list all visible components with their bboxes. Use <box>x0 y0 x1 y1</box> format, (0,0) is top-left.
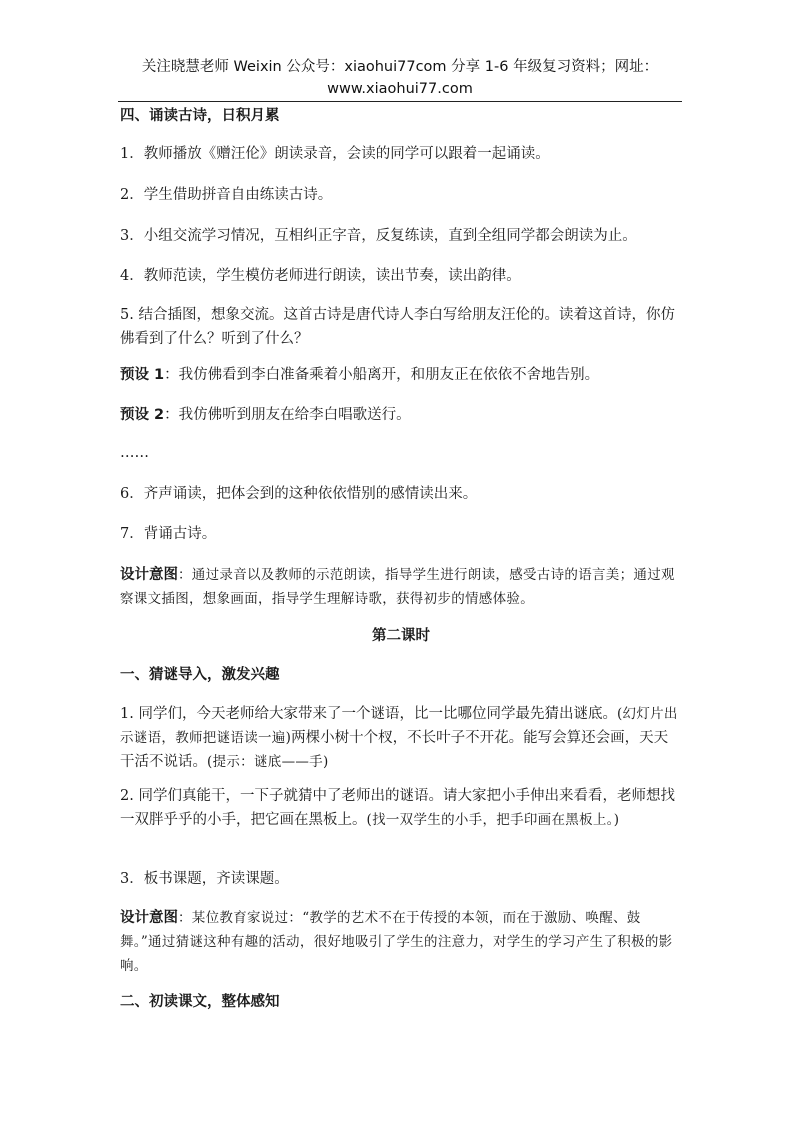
preset-1-text: ：我仿佛看到李白准备乘着小船离开，和朋友正在依依不舍地告别。 <box>164 367 600 383</box>
preset-2-text: ：我仿佛听到朋友在给李白唱歌送行。 <box>164 407 411 423</box>
page-header <box>118 56 682 100</box>
section-heading-1: 一、猜谜导入，激发兴趣 <box>120 667 280 683</box>
paragraph-item-6: 6．齐声诵读，把体会到的这种依依惜别的感情读出来。 <box>120 486 478 502</box>
riddle-hint: (提示：谜底——手) <box>207 754 329 770</box>
header-divider <box>118 101 682 102</box>
design-intent-2-label: 设计意图 <box>120 910 178 926</box>
paragraph-item-5: 5. 结合插图，想象交流。这首古诗是唐代诗人李白写给朋友汪伦的。读着这首诗，你仿佛看到了什么？听到了什么？ <box>120 307 675 347</box>
riddle-paragraph <box>120 702 682 774</box>
paragraph-item-3: 3．小组交流学习情况，互相纠正字音，反复练读，直到全组同学都会朗读为止。 <box>120 228 637 244</box>
paragraph-item-1: 1．教师播放《赠汪伦》朗读录音，会读的同学可以跟着一起诵读。 <box>120 146 550 162</box>
design-intent-1 <box>120 563 682 611</box>
riddle-text: 两棵小树十个杈，不长叶子不开花。能写会算还会画，天天干活不说话。 <box>120 730 669 770</box>
design-intent-2 <box>120 906 682 978</box>
lesson-2-title: 第二课时 <box>372 628 430 644</box>
design-intent-2-text: ：某位教育家说过：“教学的艺术不在于传授的本领，而在于激励、唤醒、鼓舞。”通过猜谜这种有趣的活动，很好地吸引了学生的注意力，对学生的学习产生了积极的影响。 <box>120 910 673 974</box>
preset-2-label: 预设 2 <box>120 407 165 423</box>
design-intent-1-text: ：通过录音以及教师的示范朗读，指导学生进行朗读，感受古诗的语言美；通过观察课文插图，想象画面，指导学生理解诗歌，获得初步的情感体验。 <box>120 567 675 607</box>
riddle-note: (幻灯片出示谜语，教师把谜语读一遍) <box>120 706 678 746</box>
hands-text: 2. 同学们真能干，一下子就猜中了老师出的谜语。请大家把小手伸出来看看，老师想找一双胖乎乎的小手，把它画在黑板上。 <box>120 788 675 828</box>
hands-paragraph <box>120 784 682 832</box>
preset-1 <box>120 363 682 387</box>
header-line-1: 关注晓慧老师 Weixin 公众号：xiaohui77com 分享 1-6 年级复习资料；网址： <box>141 59 659 75</box>
section-heading-2: 二、初读课文，整体感知 <box>120 994 280 1010</box>
riddle-intro: 1. 同学们，今天老师给大家带来了一个谜语，比一比哪位同学最先猜出谜底。 <box>120 706 617 722</box>
section-heading-4: 四、诵读古诗，日积月累 <box>120 108 280 124</box>
paragraph-item-4: 4．教师范读，学生模仿老师进行朗读，读出节奏，读出韵律。 <box>120 268 521 284</box>
ellipsis: …… <box>120 445 149 461</box>
preset-2 <box>120 403 682 427</box>
header-line-2: www.xiaohui77.com <box>327 81 473 97</box>
preset-1-label: 预设 1 <box>120 367 165 383</box>
paragraph-item-2: 2．学生借助拼音自由练读古诗。 <box>120 187 333 203</box>
paragraph-item-7: 7．背诵古诗。 <box>120 526 217 542</box>
design-intent-1-label: 设计意图 <box>120 567 178 583</box>
hands-note: (找一双学生的小手，把手印画在黑板上。) <box>366 812 620 828</box>
board-title-paragraph: 3．板书课题，齐读课题。 <box>120 871 289 887</box>
